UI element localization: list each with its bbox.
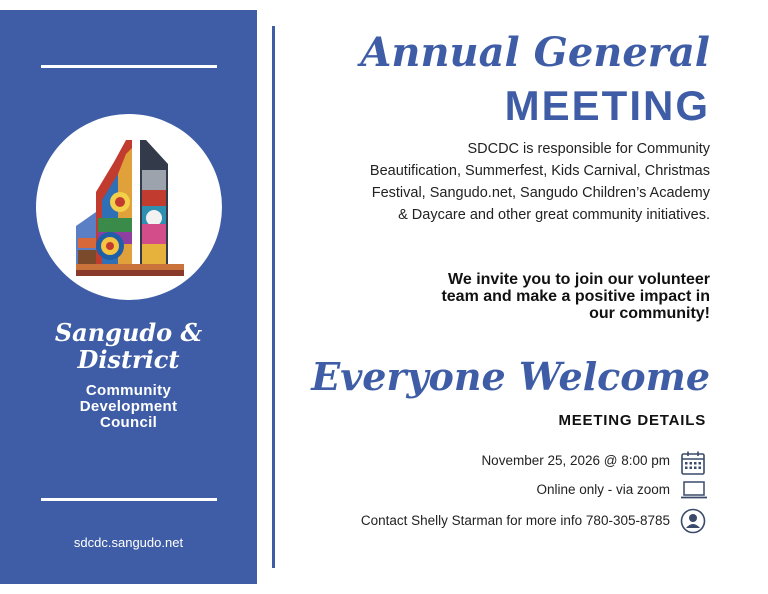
invite-line3: our community!	[589, 305, 710, 322]
intro-line4: & Daycare and other great community initiatives.	[398, 207, 710, 223]
intro-line2: Beautification, Summerfest, Kids Carnival, Christmas	[369, 163, 710, 179]
website-link[interactable]: sdcdc.sangudo.net	[73, 535, 184, 550]
vertical-divider	[272, 26, 275, 568]
intro-line1: SDCDC is responsible for Community	[467, 141, 710, 157]
invite-line2: team and make a positive impact in	[441, 288, 710, 305]
invite-line1: We invite you to join our volunteer	[448, 271, 710, 288]
org-subtitle	[0, 383, 257, 431]
everyone-welcome-heading: Everyone Welcome	[311, 354, 710, 399]
logo-circle	[36, 114, 222, 300]
meeting-contact: Contact Shelly Starman for more info 780-305-8785	[360, 513, 670, 528]
org-name	[0, 319, 257, 373]
sidebar-top-rule	[41, 65, 217, 68]
org-sub-line3: Council	[99, 414, 158, 431]
laptop-icon	[680, 480, 708, 500]
sidebar-bottom-rule	[41, 498, 217, 501]
intro-line3: Festival, Sangudo.net, Sangudo Children’s Academy	[371, 185, 710, 201]
org-sub-line2: Development	[79, 398, 178, 415]
invite-paragraph	[290, 271, 710, 322]
meeting-details-heading: MEETING DETAILS	[558, 412, 706, 429]
title-meeting: MEETING	[504, 82, 710, 129]
intro-paragraph	[290, 138, 710, 226]
sidebar-panel	[0, 10, 257, 584]
quilted-building-logo-icon	[36, 114, 222, 300]
org-sub-line1: Community	[85, 382, 172, 399]
title-annual-general: Annual General	[360, 29, 710, 76]
org-name-line1: Sangudo &	[54, 318, 203, 347]
meeting-date: November 25, 2026 @ 8:00 pm	[481, 453, 670, 468]
org-name-line2: District	[77, 345, 180, 374]
calendar-icon	[680, 450, 706, 476]
user-icon	[680, 508, 706, 534]
meeting-location: Online only - via zoom	[536, 482, 670, 497]
